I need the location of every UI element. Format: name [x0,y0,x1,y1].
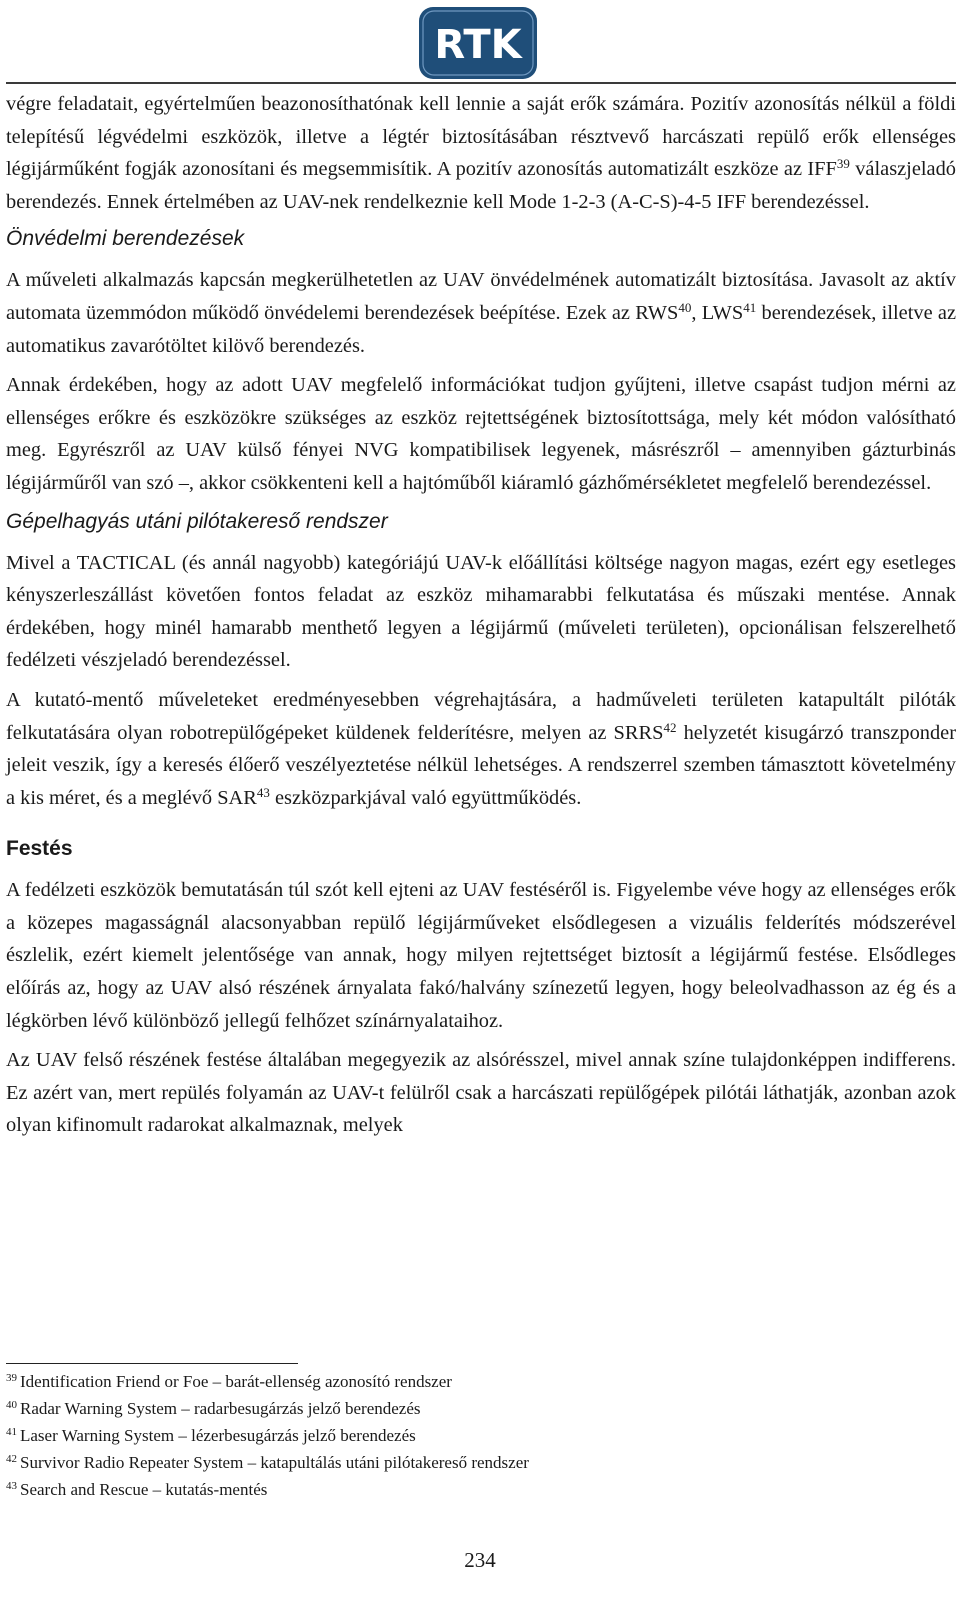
footnote-ref-41: 41 [743,299,757,315]
paragraph-tactical: Mivel a TACTICAL (és annál nagyobb) kategóriájú UAV-k előállítási költsége nagyon magas, ezért egy esetleges kényszerleszállást követően fontos feladat az eszköz mihamarabbi felkutatása és műszaki mentése. Annak érdekében, hogy minél hamarabb menthető legyen a légijármű (műveleti területen), opcionálisan felszerelhető fedélzeti vészjeladó berendezéssel. [6,551,956,672]
footnotes [6,1368,906,1503]
page-number: 234 [464,1548,496,1572]
heading-pilot-search: Gépelhagyás utáni pilótakereső rendszer [6,509,388,533]
header-rule [6,82,956,84]
page-content [6,88,956,1149]
footnote-41: $^{41}$ Laser Warning System – lézerbesugárzás jelző berendezés [6,1426,416,1445]
heading-painting: Festés [6,837,73,861]
footnote-ref-40: 40 [678,299,692,315]
footnote-ref-39: 39 [836,156,850,172]
paragraph-painting-upper: Az UAV felső részének festése általában megegyezik az alsórésszel, mivel annak színe tulajdonképpen indifferens. Ez azért van, mert repülés folyamán az UAV-t felülről csak a harcászati repülőgépek pilótái láthatják, azonban azok olyan kifinomult radarokat alkalmaznak, melyek [6,1049,956,1137]
paragraph-painting-lower: A fedélzeti eszközök bemutatásán túl szót kell ejteni az UAV festéséről is. Figyelembe véve hogy az ellenséges erők a közepes magasságnál alacsonyabban repülő légijárműveket elsődlegesen a vizuális felderítés módszerével észlelik, ezért kiemelt jelentősége van annak, hogy milyen rejtettséget biztosít a légijármű festése. Elsődleges előírás az, hogy az UAV alsó részének árnyalata fakó/halvány színezetű legyen, hogy beleolvadhasson az ég és a légkörben lévő különböző jellegű felhőzet színárnyalataihoz. [6,879,956,1032]
footnote-43: $^{43}$ Search and Rescue – kutatás-mentés [6,1480,268,1499]
paragraph-concealment: Annak érdekében, hogy az adott UAV megfelelő információkat tudjon gyűjteni, illetve csapást tudjon mérni az ellenséges erőkre és eszközökre szükséges az eszköz rejtettségének biztosítottsága, mely két módon valósítható meg. Egyrészről az UAV külső fényei NVG kompatibilisek legyenek, másrészről – amennyiben gázturbinás légijárműről van szó –, akkor csökkenteni kell a hajtóműből kiáramló gázhőmérsékletet megfelelő berendezéssel. [6,374,956,494]
paragraph-search-rescue: A kutató-mentő műveleteket eredményesebben végrehajtására, a hadműveleti területen katapultált pilóták felkutatására olyan robotrepülőgépeket küldenek felderítésre, melyen az SRRS$^{42}$ helyzetét kisugárzó transzponder jeleit veszik, így a keresés élőerő veszélyeztetése nélkül lehetséges. A rendszerrel szemben támasztott követelmény a kis méret, és a meglévő SAR$^{43}$ eszközparkjával való együttműködés. [6,688,956,809]
footnote-39: $^{39}$ Identification Friend or Foe – barát-ellenség azonosító rendszer [6,1372,452,1391]
footnote-ref-43: 43 [256,784,270,800]
rtk-logo-graphic [418,6,538,80]
footnote-40: $^{40}$ Radar Warning System – radarbesugárzás jelző berendezés [6,1399,421,1418]
rtk-logo [418,6,538,80]
paragraph-iff: végre feladatait, egyértelműen beazonosíthatónak kell lennie a saját erők számára. Pozitív azonosítás nélkül a földi telepítésű légvédelmi eszközök, illetve a légtér biztosításában résztvevő harcászati repülő erők ellenséges légijárműként fogják azonosítani és megsemmisítik. A pozitív azonosítás automatizált eszköze az IFF$^{39}$ válaszjeladó berendezés. Ennek értelmében az UAV-nek rendelkeznie kell Mode 1-2-3 (A-C-S)-4-5 IFF berendezéssel. [6,93,956,213]
paragraph-self-defense: A műveleti alkalmazás kapcsán megkerülhetetlen az UAV önvédelmének automatizált biztosítása. Javasolt az aktív automata üzemmódon működő önvédelemi berendezések beépítése. Ezek az RWS$^{40}$, LWS$^{41}$ berendezések, illetve az automatikus zavarótöltet kilövő berendezés. [6,269,957,357]
heading-self-defense: Önvédelmi berendezések [6,227,245,251]
logo-text: RTK [434,22,522,68]
footnote-rule [6,1363,298,1364]
footnote-ref-42: 42 [663,719,677,735]
footnote-42: $^{42}$ Survivor Radio Repeater System – katapultálás utáni pilótakereső rendszer [6,1453,529,1472]
